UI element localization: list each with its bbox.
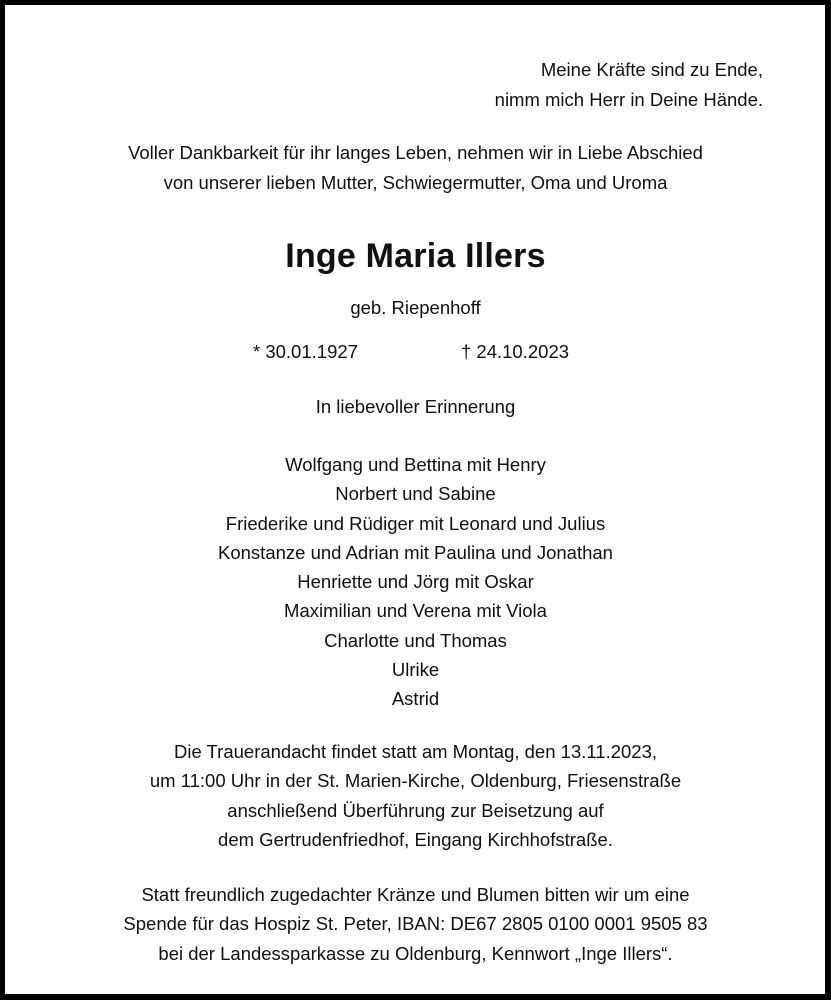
donation-line-1: Statt freundlich zugedachter Kränze und Blumen bitten wir um eine [141, 884, 690, 905]
mourner-entry: Maximilian und Verena mit Viola [284, 600, 547, 622]
epigraph-line-2: nimm mich Herr in Deine Hände. [494, 89, 763, 110]
intro-line-2: von unserer lieben Mutter, Schwiegermutter, Oma und Uroma [163, 172, 668, 193]
mourner-entry: Wolfgang und Bettina mit Henry [285, 454, 546, 475]
service-line-1: Die Trauerandacht findet statt am Montag, den 13.11.2023, [173, 741, 658, 762]
mourners-list [0, 450, 831, 714]
mourner-entry: Astrid [391, 688, 440, 710]
donation-line-3: bei der Landessparkasse zu Oldenburg, Kennwort „Inge Illers“. [158, 942, 673, 964]
mourner-entry: Charlotte und Thomas [324, 629, 507, 651]
service-line-2: um 11:00 Uhr in der St. Marien-Kirche, Oldenburg, Friesenstraße [149, 770, 682, 792]
mourner-entry: Konstanze und Adrian mit Paulina und Jonathan [218, 541, 613, 563]
life-dates [0, 337, 831, 366]
mourner-entry: Norbert und Sabine [335, 483, 496, 505]
epigraph-line-1: Meine Kräfte sind zu Ende, [540, 59, 763, 80]
maiden-name: geb. Riepenhoff [350, 297, 481, 318]
birth-date: * 30.01.1927 [253, 341, 358, 362]
deceased-name: Inge Maria Illers [285, 237, 546, 275]
mourner-entry: Henriette und Jörg mit Oskar [297, 571, 534, 593]
mourner-entry: Ulrike [391, 659, 440, 681]
donation-info [0, 880, 831, 968]
mourner-entry: Friederike und Rüdiger mit Leonard und Julius [225, 512, 606, 534]
donation-line-2: Spende für das Hospiz St. Peter, IBAN: DE67 2805 0100 0001 9505 83 [123, 913, 708, 935]
memorial-phrase: In liebevoller Erinnerung [315, 396, 516, 417]
service-line-4: dem Gertrudenfriedhof, Eingang Kirchhofstraße. [218, 828, 613, 850]
intro-line-1: Voller Dankbarkeit für ihr langes Leben, nehmen wir in Liebe Abschied [128, 142, 703, 163]
service-line-3: anschließend Überführung zur Beisetzung auf [227, 799, 604, 821]
death-date: † 24.10.2023 [461, 341, 570, 362]
service-info [0, 737, 831, 854]
